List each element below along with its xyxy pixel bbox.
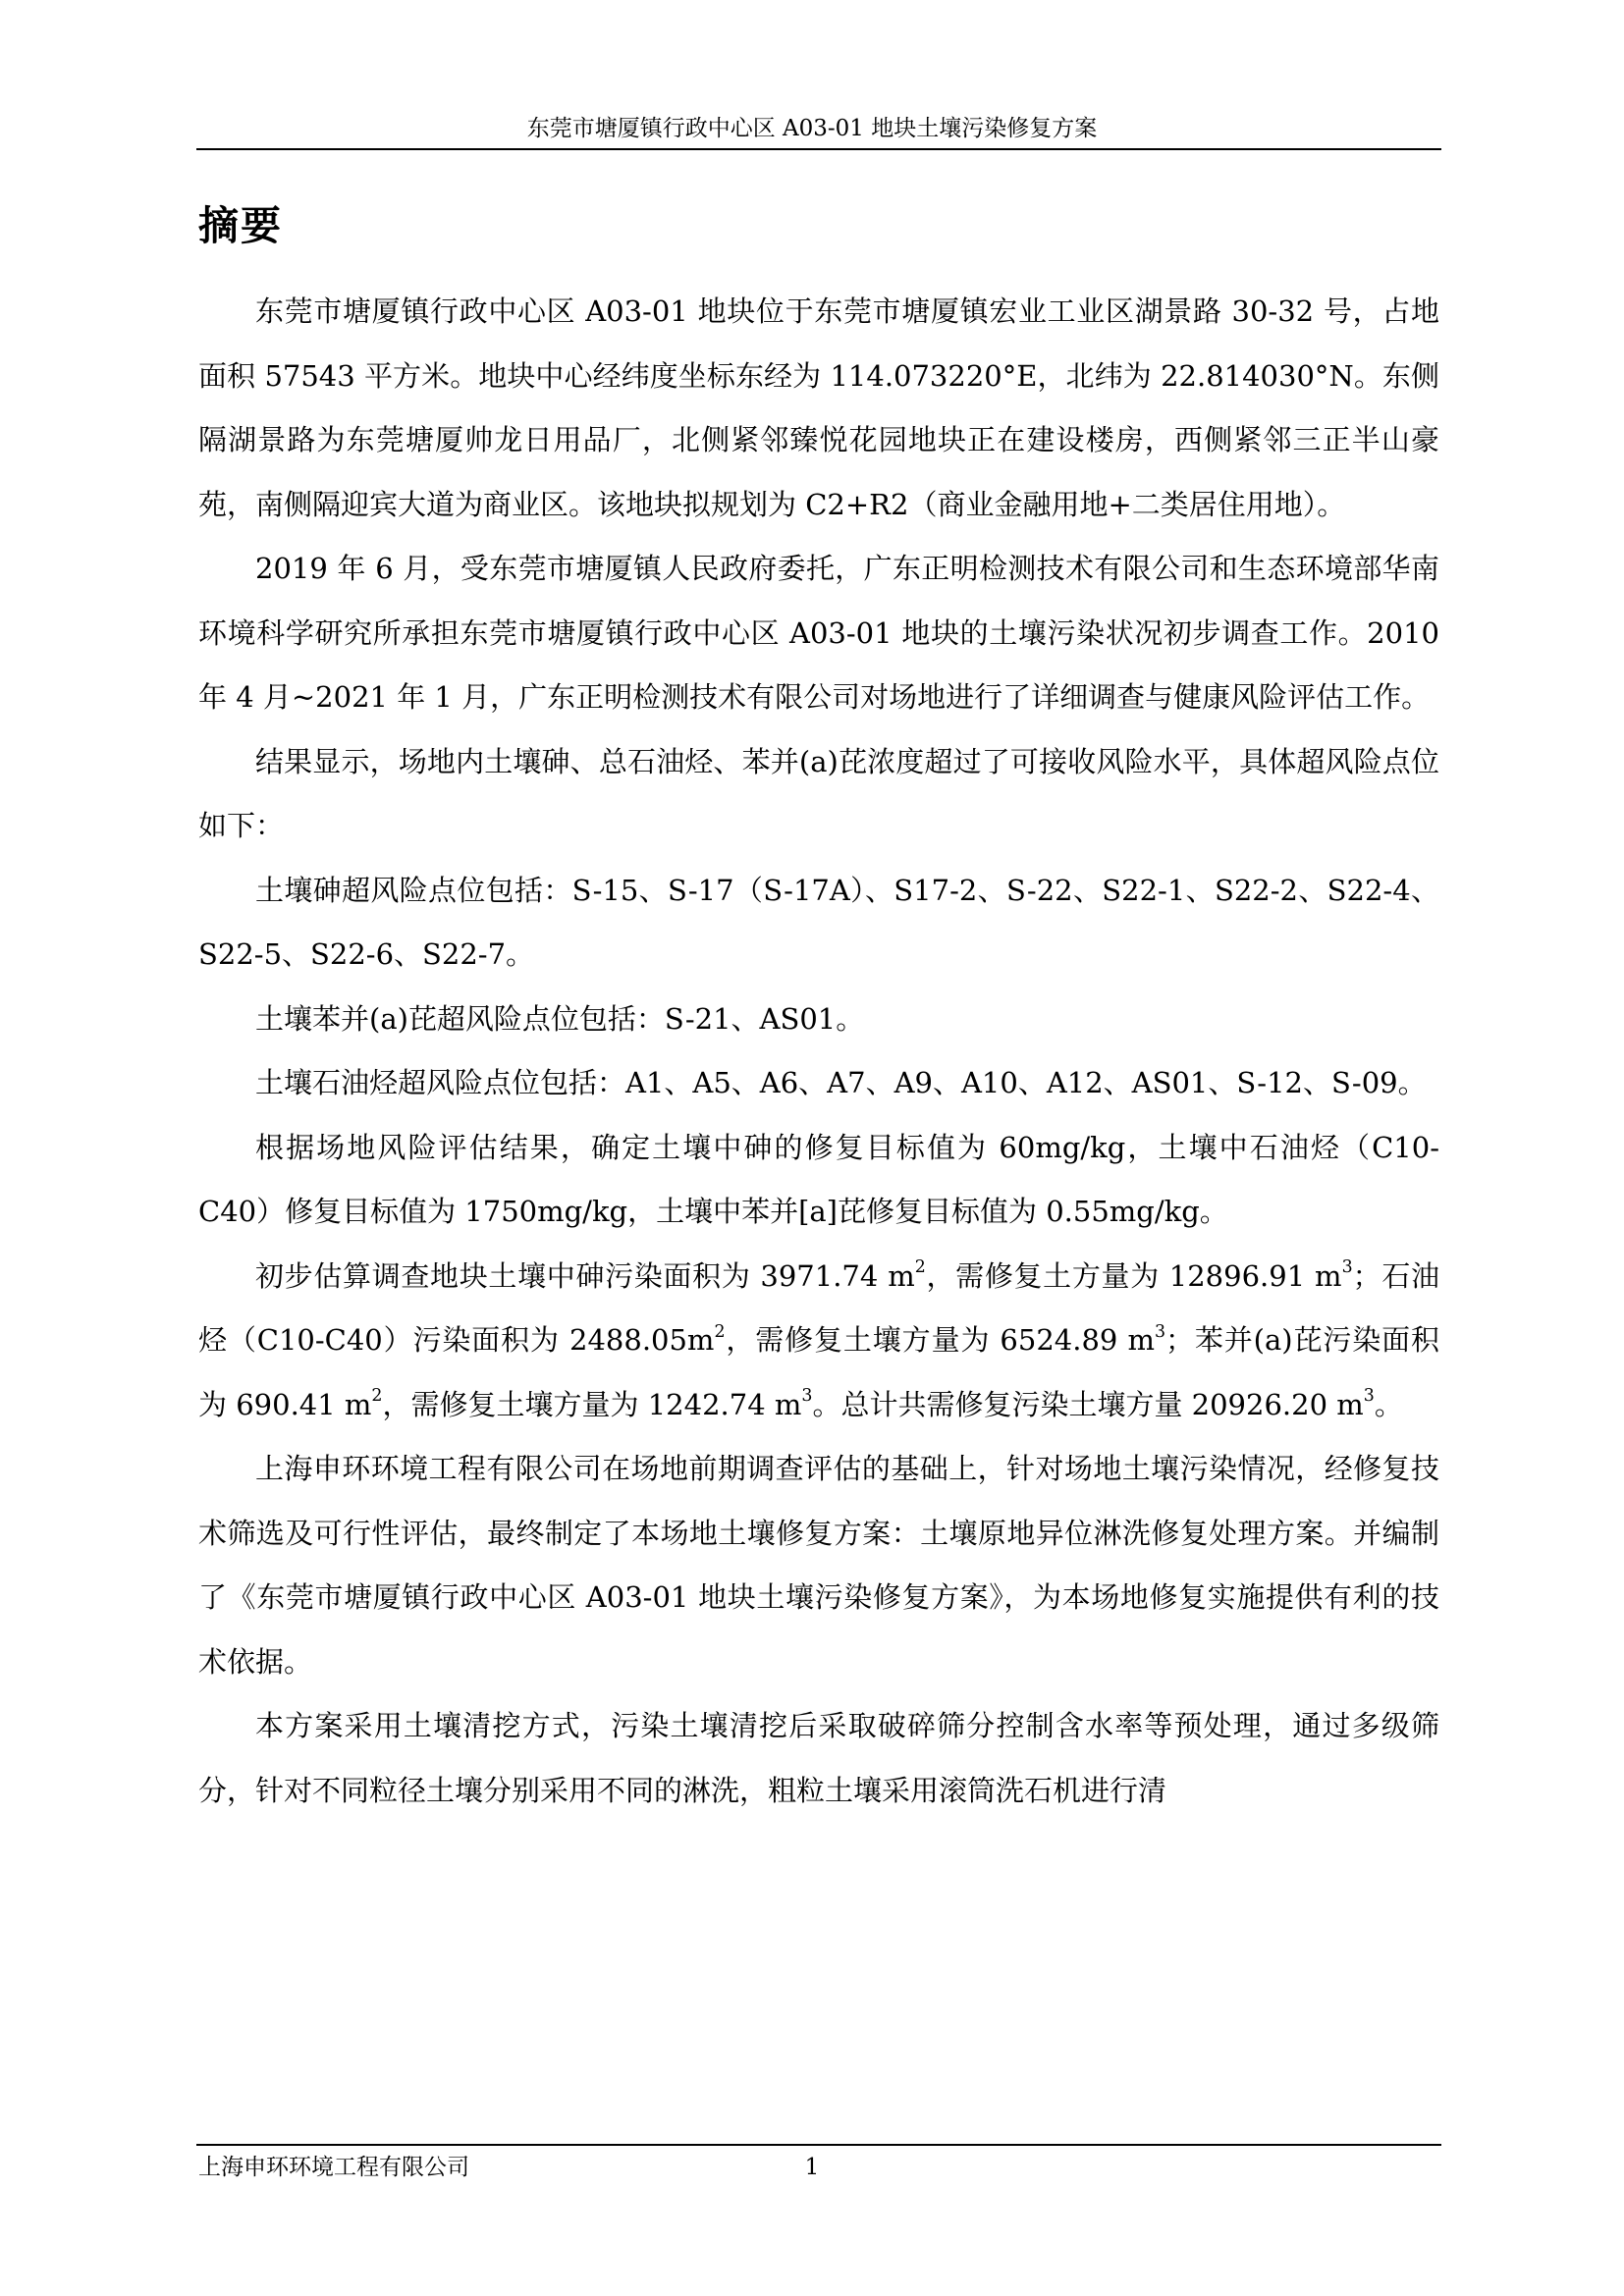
paragraph-location: 东莞市塘厦镇行政中心区 A03-01 地块位于东莞市塘厦镇宏业工业区湖景路 30-32 号，占地面积 57543 平方米。地块中心经纬度坐标东经为 114.073220°E，北纬为 22.814030°N。东侧隔湖景路为东莞塘厦帅龙日用品厂，北侧紧邻臻悦花园地块正在建设楼房，西侧紧邻三正半山豪苑，南侧隔迎宾大道为商业区。该地块拟规划为 C2+R2（商业金融用地+二类居住用地）。 bbox=[198, 294, 1439, 521]
paragraph-arsenic-points: 土壤砷超风险点位包括：S-15、S-17（S-17A）、S17-2、S-22、S22-1、S22-2、S22-4、S22-5、S22-6、S22-7。 bbox=[198, 873, 1439, 971]
paragraph-investigation: 2019 年 6 月，受东莞市塘厦镇人民政府委托，广东正明检测技术有限公司和生态环境部华南环境科学研究所承担东莞市塘厦镇行政中心区 A03-01 地块的土壤污染状况初步调查工作。2010 年 4 月~2021 年 1 月，广东正明检测技术有限公司对场地进行了详细调查与健康风险评估工作。 bbox=[198, 552, 1439, 714]
footer-company: 上海申环环境工程有限公司 bbox=[198, 2155, 469, 2180]
unit-exponent: 2 bbox=[714, 1321, 726, 1342]
unit-exponent: 3 bbox=[1363, 1386, 1375, 1407]
footer-rule bbox=[196, 2144, 1441, 2146]
paragraph-method: 本方案采用土壤清挖方式，污染土壤清挖后采取破碎筛分控制含水率等预处理，通过多级筛分，针对不同粒径土壤分别采用不同的淋洗，粗粒土壤采用滚筒洗石机进行清 bbox=[198, 1709, 1439, 1807]
paragraph-bap-points: 土壤苯并(a)芘超风险点位包括：S-21、AS01。 bbox=[255, 1001, 865, 1036]
volume-text: ；苯并(a)芘污染面积为 690.41 m bbox=[198, 1323, 1439, 1421]
paragraph-results: 结果显示，场地内土壤砷、总石油烃、苯并(a)芘浓度超过了可接收风险水平，具体超风险点位如下： bbox=[198, 744, 1439, 842]
unit-exponent: 3 bbox=[801, 1386, 813, 1407]
paragraph-remediation-volume bbox=[198, 1245, 1439, 1438]
volume-text: ，需修复土壤方量为 1242.74 m bbox=[382, 1387, 802, 1421]
unit-exponent: 2 bbox=[371, 1386, 383, 1407]
volume-text: ，需修复土壤方量为 6524.89 m bbox=[725, 1323, 1155, 1357]
unit-exponent: 2 bbox=[914, 1257, 926, 1278]
paragraph-remediation-targets: 根据场地风险评估结果，确定土壤中砷的修复目标值为 60mg/kg，土壤中石油烃（C10-C40）修复目标值为 1750mg/kg，土壤中苯并[a]芘修复目标值为 0.55mg/kg。 bbox=[198, 1130, 1439, 1228]
volume-text: 初步估算调查地块土壤中砷污染面积为 3971.74 m bbox=[255, 1258, 915, 1293]
header-rule bbox=[196, 148, 1441, 150]
paragraph-plan: 上海申环环境工程有限公司在场地前期调查评估的基础上，针对场地土壤污染情况，经修复技术筛选及可行性评估，最终制定了本场地土壤修复方案：土壤原地异位淋洗修复处理方案。并编制了《东莞市塘厦镇行政中心区 A03-01 地块土壤污染修复方案》，为本场地修复实施提供有利的技术依据。 bbox=[198, 1452, 1439, 1679]
running-header: 东莞市塘厦镇行政中心区 A03-01 地块土壤污染修复方案 bbox=[526, 116, 1098, 141]
unit-exponent: 3 bbox=[1154, 1321, 1166, 1342]
unit-exponent: 3 bbox=[1341, 1257, 1353, 1278]
volume-text: ，需修复土方量为 12896.91 m bbox=[925, 1258, 1342, 1293]
volume-text: 。 bbox=[1374, 1387, 1403, 1421]
page-number: 1 bbox=[804, 2155, 820, 2180]
body-text bbox=[198, 280, 1439, 1823]
volume-text: 。总计共需修复污染土壤方量 20926.20 m bbox=[812, 1387, 1364, 1421]
paragraph-petroleum-points: 土壤石油烃超风险点位包括：A1、A5、A6、A7、A9、A10、A12、AS01、S-12、S-09。 bbox=[255, 1066, 1427, 1099]
section-heading: 摘要 bbox=[198, 202, 283, 249]
volume-text: ；石油烃（C10-C40）污染面积为 2488.05m bbox=[198, 1258, 1439, 1357]
